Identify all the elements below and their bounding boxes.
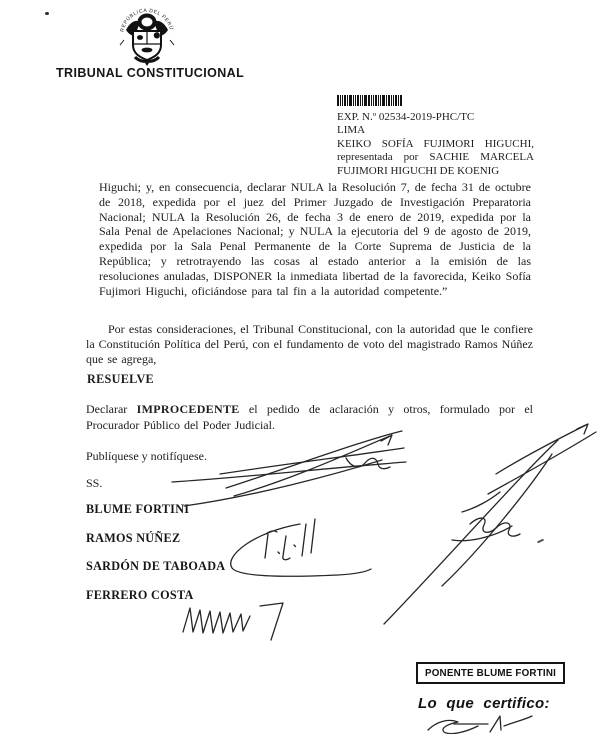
considerations-paragraph: Por estas consideraciones, el Tribunal Constitucional, con la autoridad que le confiere la Constitución Política del Perú, con el fundamento de voto del magistrado Ramos Núñez que se agrega,: [86, 322, 533, 367]
barcode: [337, 95, 534, 111]
judge-name-ramos-nunez: RAMOS NÚÑEZ: [86, 531, 181, 545]
quote-paragraph: Higuchi; y, en consecuencia, declarar NULA la Resolución 7, de fecha 31 de octubre de 2018, expedida por el juez del Primer Juzgado de Investigación Preparatoria Nacional; NULA la Resolución 26, de fecha 3 de enero de 2019, expedida por la Sala Penal de Apelaciones Nacional; y NULA la ejecutoria del 9 de agosto de 2019, expedida por la Sala Penal Permanente de la Corte Suprema de Justicia de la República; y retrotrayendo las cosas al estado anterior a la emisión de las resoluciones anuladas, DISPONER la inmediata libertad de la favorecida, Keiko Sofía Fujimori Higuchi, oficiándose para tal fin a la autoridad competente.”: [99, 180, 531, 298]
resolution-emphasis: IMPROCEDENTE: [136, 402, 240, 416]
institution-name: TRIBUNAL CONSTITUCIONAL: [56, 66, 245, 80]
judge-name-sardon-de-taboada: SARDÓN DE TABOADA: [86, 559, 226, 573]
signature-blume-fortini: [168, 424, 408, 509]
resuelve-heading: RESUELVE: [87, 372, 154, 386]
signature-ferrero-costa: [378, 416, 603, 631]
judge-name-ferrero-costa: FERRERO COSTA: [86, 588, 194, 602]
ponente-badge: PONENTE BLUME FORTINI: [416, 662, 565, 684]
signature-scrawl: [180, 598, 288, 642]
signature-sardon-de-taboada: [220, 514, 375, 586]
case-block: [337, 95, 534, 178]
resolution-prefix: Declarar: [86, 402, 137, 416]
coat-of-arms-icon: [116, 5, 178, 72]
signers-label: SS.: [86, 476, 103, 490]
case-party: KEIKO SOFÍA FUJIMORI HIGUCHI, representada por SACHIE MARCELA FUJIMORI HIGUCHI DE KOENIG: [337, 137, 534, 177]
scan-speck: [45, 12, 49, 15]
resolution-suffix: el pedido de aclaración y otros, formulado por el Procurador Público del Poder Judicial.: [86, 402, 534, 432]
expediente-number: EXP. N.º 02534-2019-PHC/TC: [337, 110, 475, 123]
certify-label: Lo que certifico:: [418, 695, 550, 712]
case-city: LIMA: [337, 124, 366, 136]
emblem-caption: REPÚBLICA DEL PERÚ: [119, 7, 175, 33]
publish-line: Publíquese y notifíquese.: [86, 449, 207, 463]
signature-certifier: [424, 714, 536, 734]
judge-name-blume-fortini: BLUME FORTINI: [86, 502, 190, 516]
